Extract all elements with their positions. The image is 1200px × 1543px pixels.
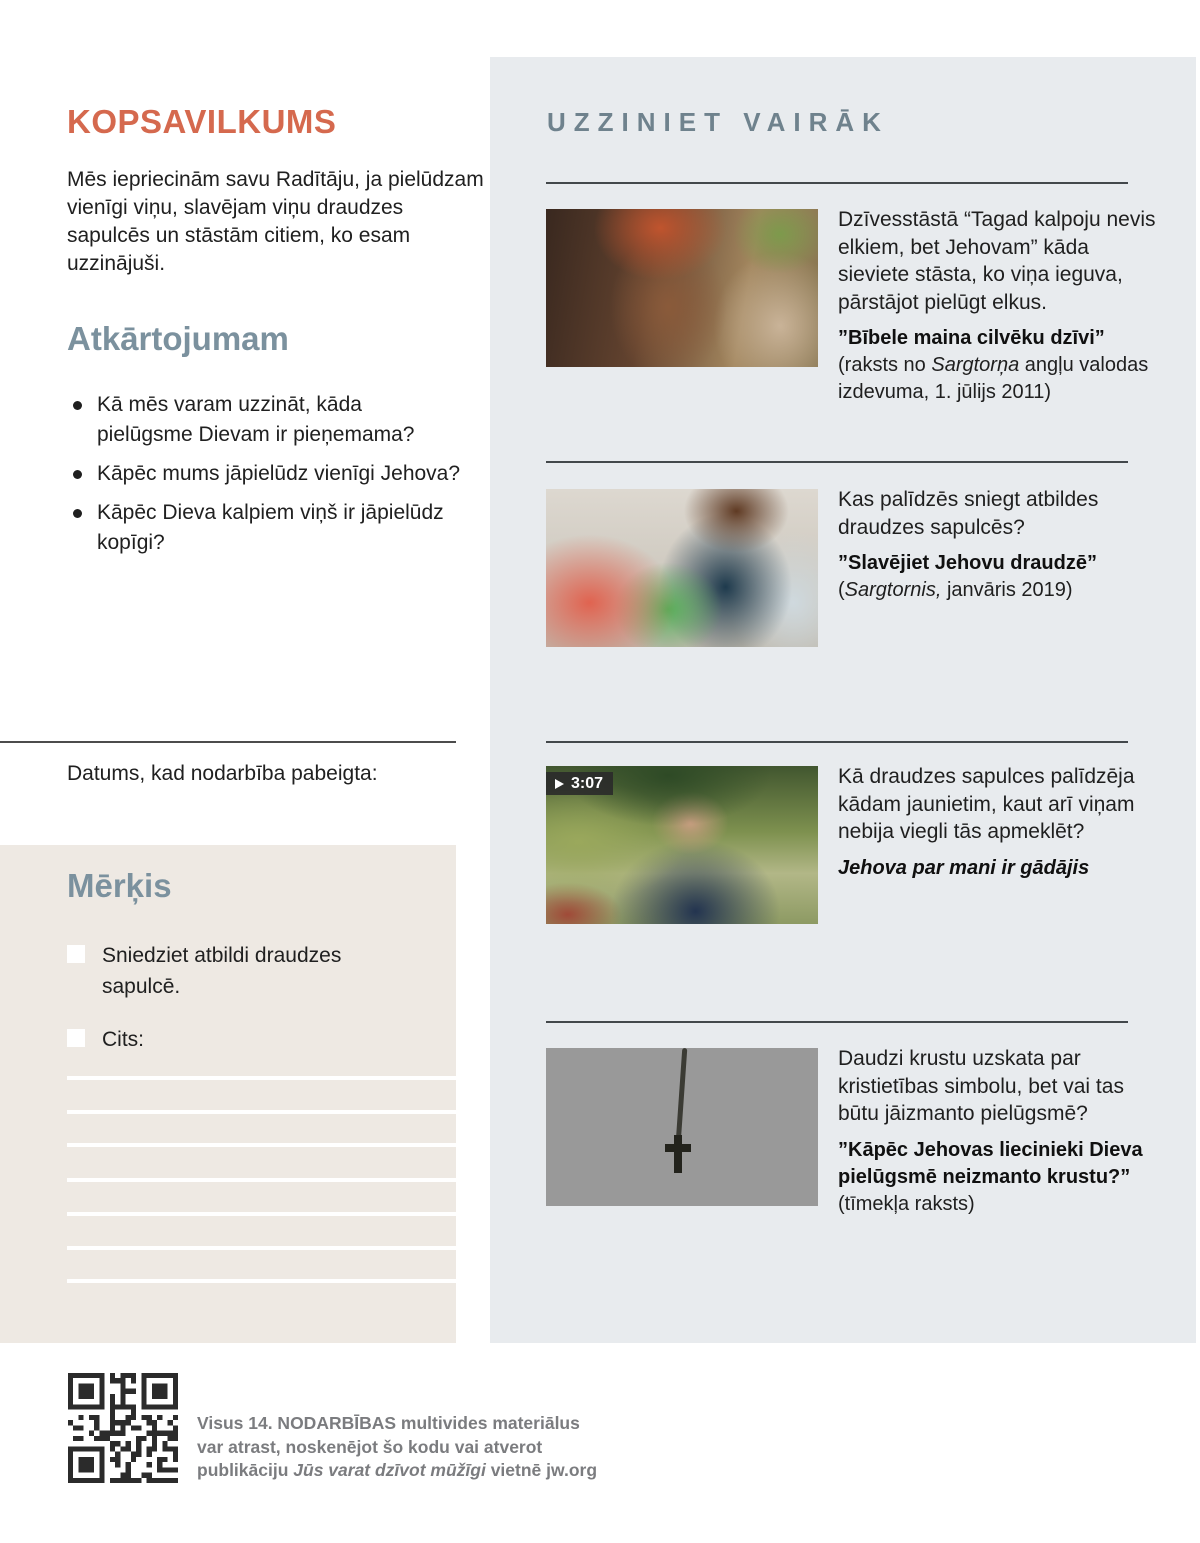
video-title: Jehova par mani ir gādājis [838,856,1090,879]
photo-hands-rosary-cross [546,1048,818,1206]
section-divider [0,741,456,743]
cross-icon [665,1144,691,1152]
goal-option-answer-label: Sniedziet atbildi draudzes sapulcē. [102,944,342,998]
qr-code-image [68,1373,178,1483]
summary-text: Mēs iepriecinām savu Radītāju, ja pielūdzam vienīgi viņu, slavējam viņu draudzes sapulcēs un stāstām citiem, ko esam uzzinājuši. [67,168,484,275]
writing-line [67,1279,456,1283]
item-reference: ”Slavējiet Jehovu draudzē” (Sargtornis, janvāris 2019) [838,552,1097,601]
review-question: Kāpēc mums jāpielūdz vienīgi Jehova? [67,459,463,489]
item-reference: ”Bībele maina cilvēku dzīvi” (raksts no Sargtorņa angļu valodas izdevuma, 1. jūlijs 2011) [838,327,1149,403]
goal-checkbox-other[interactable] [67,1029,85,1047]
writing-line [67,1178,456,1182]
publication-name: Jūs varat dzīvot mūžīgi [293,1460,486,1480]
item-divider [546,741,1128,743]
learn-more-item [490,209,1196,439]
learn-more-item [490,489,1196,719]
article-note: (tīmekļa raksts) [838,1192,975,1215]
writing-line [67,1076,456,1080]
item-divider [546,1021,1128,1023]
goal-option-other-label: Cits: [102,1028,144,1051]
item-description: Kā draudzes sapulces palīdzēja kādam jaunietim, kaut arī viņam nebija viegli tās apmeklēt? [838,765,1135,843]
learn-more-item [490,1048,1196,1278]
goal-title: Mērķis [67,867,172,904]
review-section-title: Atkārtojumam [67,320,289,357]
item-divider [546,182,1128,184]
video-thumbnail-man-in-suit[interactable] [546,766,818,924]
review-question: Kā mēs varam uzzināt, kāda pielūgsme Dievam ir pieņemama? [67,390,463,450]
video-duration: 3:07 [571,774,604,792]
learn-more-title: UZZINIET VAIRĀK [547,107,889,137]
publication-name: Sargtorņa [931,354,1020,376]
bullet-icon [73,470,82,479]
learn-more-item [490,766,1196,996]
review-question-list [67,390,463,567]
footer-caption: Visus 14. NODARBĪBAS multivides materiālus var atrast, noskenējot šo kodu vai atverot publikāciju Jūs varat dzīvot mūžīgi vietnē jw.org [197,1413,598,1480]
play-icon [555,779,564,789]
writing-line [67,1246,456,1250]
item-reference [838,855,1156,882]
summary-title: KOPSAVILKUMS [67,103,337,140]
writing-line [67,1110,456,1114]
item-reference [838,1137,1156,1218]
publication-title: ”Bībele maina cilvēku dzīvi” [838,327,1105,349]
article-title: ”Kāpēc Jehovas liecinieki Dieva pielūgsmē neizmanto krustu?” [838,1138,1143,1188]
writing-line [67,1212,456,1216]
publication-name: Sargtornis, [844,579,942,601]
goal-checkbox-answer[interactable] [67,945,85,963]
bullet-icon [73,401,82,410]
bullet-icon [73,509,82,518]
publication-title: ”Slavējiet Jehovu draudzē” [838,552,1097,574]
goal-section [0,845,456,1343]
item-divider [546,461,1128,463]
writing-line [67,1143,456,1147]
item-description: Kas palīdzēs sniegt atbildes draudzes sapulcēs? [838,488,1099,539]
item-description: Dzīvesstāstā “Tagad kalpoju nevis elkiem, bet Jehovam” kāda sieviete stāsta, ko viņa ieguva, pārstājot pielūgt elkus. [838,208,1156,314]
learn-more-panel [490,57,1196,1343]
cross-icon [674,1135,682,1173]
completion-date-label: Datums, kad nodarbība pabeigta: [67,762,378,785]
item-description: Daudzi krustu uzskata par kristietības simbolu, bet vai tas būtu jāizmanto pielūgsmē? [838,1047,1124,1125]
photo-family-study [546,489,818,647]
video-duration-badge [546,772,613,795]
rosary-beads [676,1048,688,1143]
photo-elderly-woman [546,209,818,367]
review-question: Kāpēc Dieva kalpiem viņš ir jāpielūdz kopīgi? [67,498,463,558]
qr-code [68,1373,178,1483]
